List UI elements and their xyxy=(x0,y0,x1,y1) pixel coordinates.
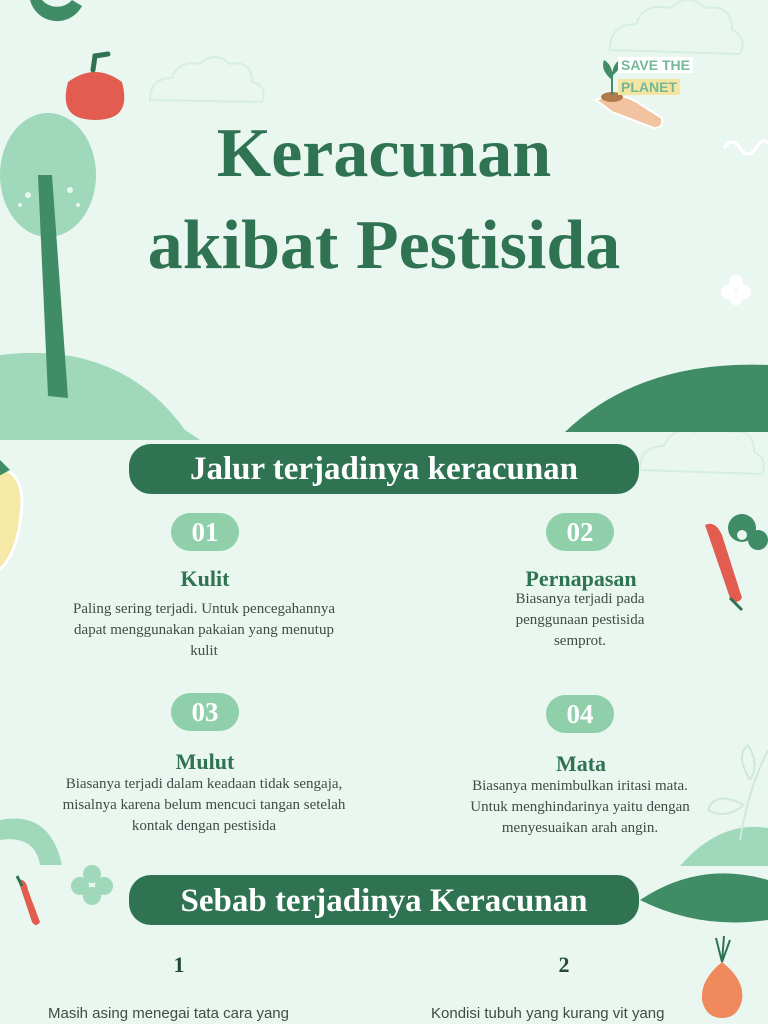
desc-line: kulit xyxy=(190,643,218,659)
desc-line: Biasanya terjadi dalam keadaan tidak sengaja, xyxy=(65,776,343,792)
desc-line: misalnya karena belum mencuci tangan setelah xyxy=(62,797,346,813)
flower-icon xyxy=(71,865,113,905)
route-number-02: 02 xyxy=(546,513,614,551)
ring-decoration xyxy=(30,0,82,21)
desc-line: Paling sering terjadi. Untuk pencegahannya xyxy=(72,601,335,617)
desc-line: Untuk menghindarinya yaitu dengan xyxy=(470,799,690,815)
desc-line: Biasanya menimbulkan iritasi mata. xyxy=(472,778,688,794)
route-label-pernapasan: Pernapasan xyxy=(525,566,637,591)
causes-banner: Sebab terjadinya Keracunan xyxy=(129,875,639,925)
desc-line: Biasanya terjadi pada xyxy=(515,591,645,607)
right-hill xyxy=(565,365,768,432)
badge-line-1: SAVE THE xyxy=(618,57,693,73)
cause-number-2: 2 xyxy=(558,952,570,977)
desc-line: dapat menggunakan pakaian yang menutup xyxy=(74,622,334,638)
route-number-01: 01 xyxy=(171,513,239,551)
desc-line: penggunaan pestisida xyxy=(515,612,645,628)
route-label-mulut: Mulut xyxy=(175,749,235,774)
route-label-kulit: Kulit xyxy=(180,566,230,591)
right-bottom-dark xyxy=(640,873,768,922)
cause-text-2: Kondisi tubuh yang kurang vit yang xyxy=(431,1005,665,1022)
save-the-planet-badge xyxy=(618,54,693,98)
title-line-1: Keracunan xyxy=(216,115,552,192)
chili-icon xyxy=(17,876,40,925)
route-desc-pernapasan xyxy=(430,589,730,652)
desc-line: semprot. xyxy=(553,633,607,649)
badge-line-2: PLANET xyxy=(618,79,680,95)
routes-banner: Jalur terjadinya keracunan xyxy=(129,444,639,494)
route-number-03: 03 xyxy=(171,693,239,731)
route-desc-mulut xyxy=(24,774,384,837)
page-title xyxy=(0,108,768,292)
route-label-mata: Mata xyxy=(555,751,607,776)
route-number-04: 04 xyxy=(546,695,614,733)
cause-number-1: 1 xyxy=(173,952,185,977)
left-hill xyxy=(0,353,200,440)
desc-line: kontak dengan pestisida xyxy=(131,818,277,834)
route-desc-kulit xyxy=(24,599,384,662)
yellow-pepper-icon xyxy=(0,460,22,575)
title-line-2: akibat Pestisida xyxy=(147,207,621,284)
cause-text-1: Masih asing menegai tata cara yang xyxy=(48,1005,289,1022)
desc-line: menyesuaikan arah angin. xyxy=(501,820,659,836)
route-desc-mata xyxy=(420,776,740,839)
